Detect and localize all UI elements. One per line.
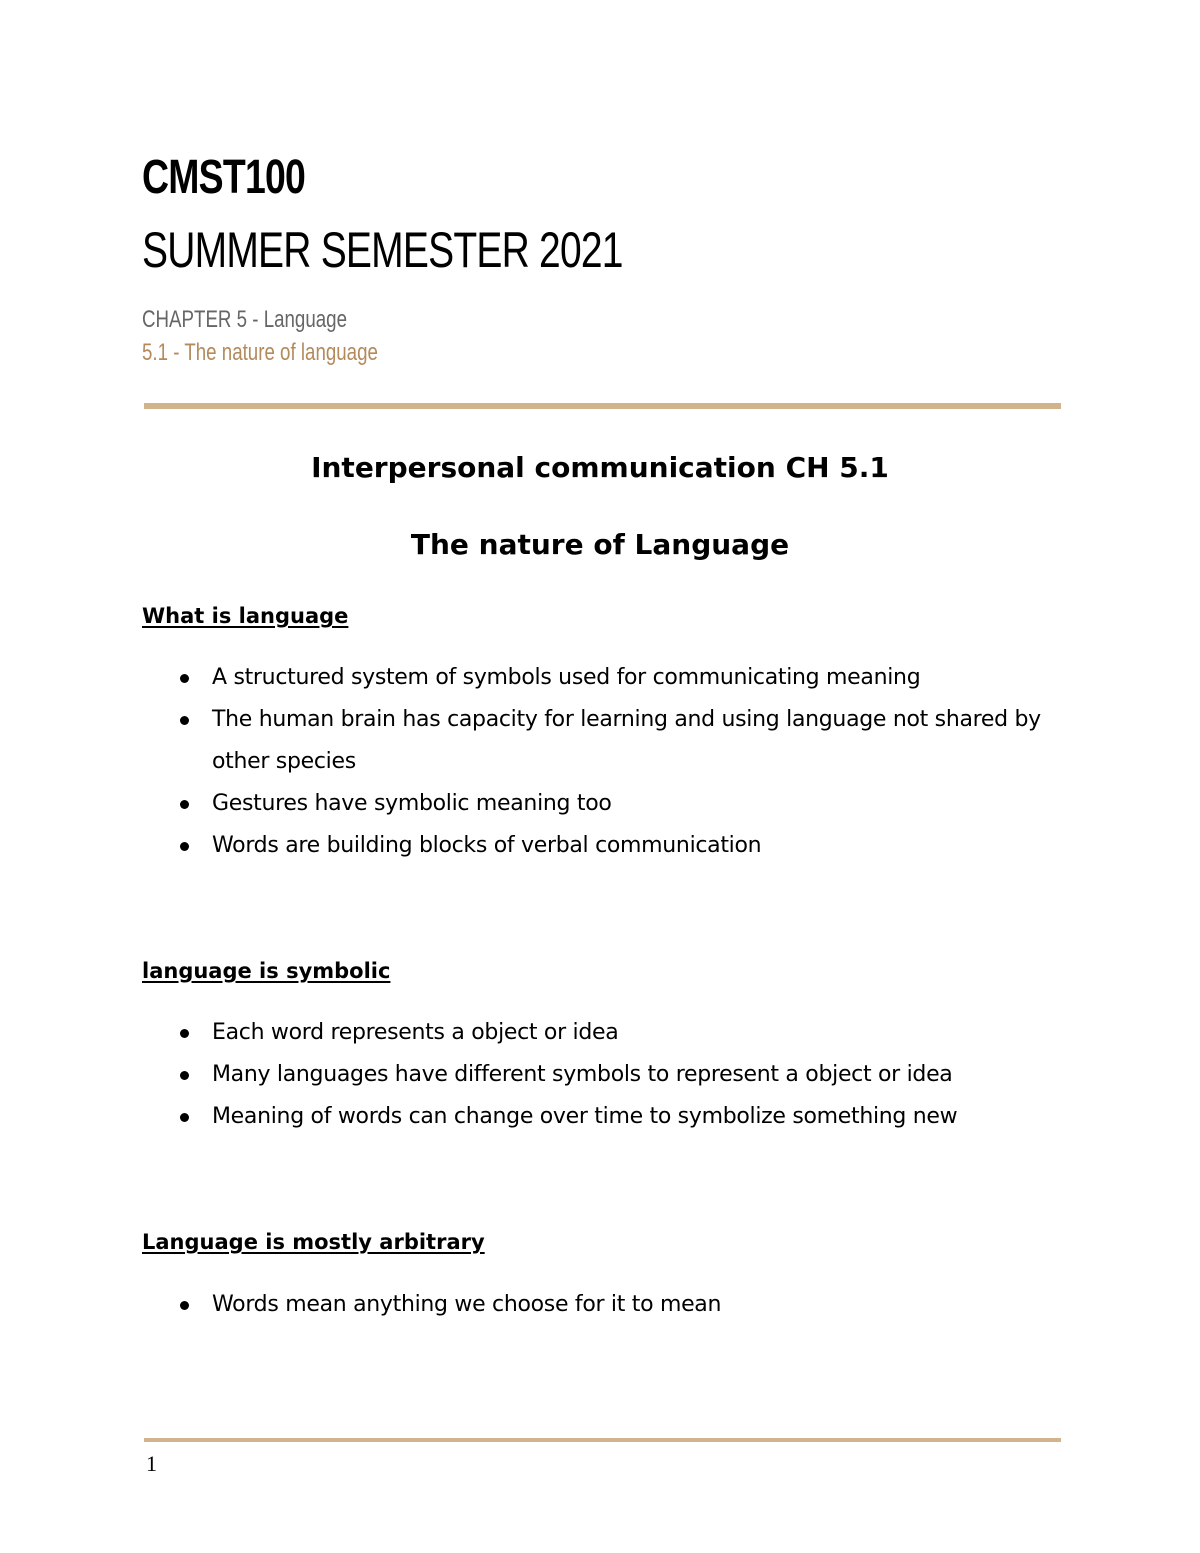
list-item bbox=[142, 1096, 1072, 1138]
list-item bbox=[142, 783, 1072, 825]
list-item-text: Many languages have different symbols to represent a object or idea bbox=[212, 1062, 953, 1087]
list-item bbox=[142, 1012, 1072, 1054]
footer-divider bbox=[144, 1438, 1061, 1442]
bullet-icon bbox=[180, 674, 189, 683]
list-item-text: Words are building blocks of verbal communication bbox=[212, 833, 762, 858]
semester-title: SUMMER SEMESTER 2021 bbox=[142, 222, 623, 278]
header-divider bbox=[144, 403, 1061, 409]
list-item bbox=[142, 1284, 1072, 1326]
bullet-icon bbox=[180, 716, 189, 725]
bullet-icon bbox=[180, 800, 189, 809]
bullet-icon bbox=[180, 842, 189, 851]
list-item-text: Each word represents a object or idea bbox=[212, 1020, 619, 1045]
list-item-text: Meaning of words can change over time to symbolize something new bbox=[212, 1104, 958, 1129]
section-heading-what-is-language: What is language bbox=[142, 604, 349, 628]
list-item-text: Words mean anything we choose for it to mean bbox=[212, 1292, 722, 1317]
list-item-text: A structured system of symbols used for communicating meaning bbox=[212, 665, 921, 690]
list-item bbox=[142, 1054, 1072, 1096]
bullet-icon bbox=[180, 1301, 189, 1310]
list-item-text: The human brain has capacity for learning and using language not shared by other species bbox=[212, 707, 1041, 774]
list-item bbox=[142, 699, 1072, 783]
bullet-icon bbox=[180, 1029, 189, 1038]
list-item-text: Gestures have symbolic meaning too bbox=[212, 791, 612, 816]
list-item bbox=[142, 825, 1072, 867]
section-heading-language-is-symbolic: language is symbolic bbox=[142, 959, 391, 983]
list-item bbox=[142, 657, 1072, 699]
main-title: Interpersonal communication CH 5.1 bbox=[311, 451, 889, 484]
main-subtitle: The nature of Language bbox=[410, 528, 790, 561]
section-heading-language-is-arbitrary: Language is mostly arbitrary bbox=[142, 1230, 485, 1254]
section-label: 5.1 - The nature of language bbox=[142, 339, 378, 366]
bullet-list-language-is-arbitrary bbox=[142, 1284, 1072, 1326]
bullet-list-what-is-language bbox=[142, 657, 1072, 867]
course-title: CMST100 bbox=[142, 151, 306, 204]
chapter-label: CHAPTER 5 - Language bbox=[142, 306, 347, 333]
page-number: 1 bbox=[146, 1451, 157, 1476]
bullet-icon bbox=[180, 1113, 189, 1122]
bullet-icon bbox=[180, 1071, 189, 1080]
bullet-list-language-is-symbolic bbox=[142, 1012, 1072, 1138]
